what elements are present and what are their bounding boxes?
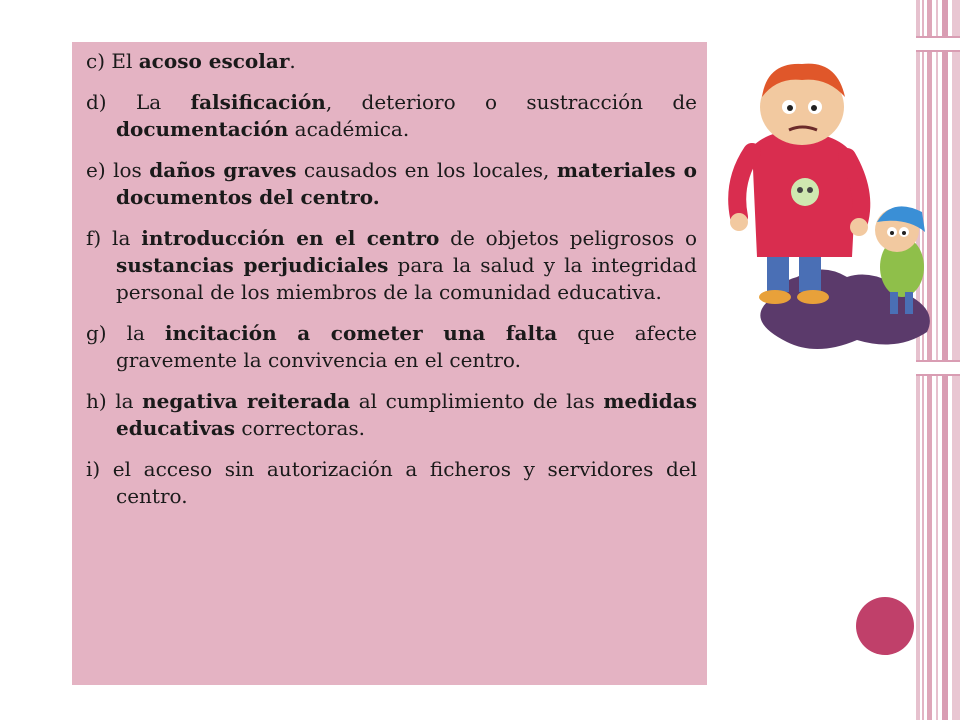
list-item-e: e) los daños graves causados en los locales, materiales o documentos del centro. <box>86 158 698 209</box>
list-item-d: d) La falsificación, deterioro o sustracción de documentación académica. <box>86 90 697 141</box>
list-item-c: c) El acoso escolar. <box>86 49 296 73</box>
list-item-g: g) la incitación a cometer una falta que afecte gravemente la convivencia en el centro. <box>86 321 697 372</box>
list-item-i: i) el acceso sin autorización a ficheros y servidores del centro. <box>86 457 697 508</box>
content-panel <box>72 42 707 685</box>
list-item-h: h) la negativa reiterada al cumplimiento de las medidas educativas correctoras. <box>86 389 697 440</box>
bully-cartoon-illustration <box>727 52 943 360</box>
pink-circle-decoration <box>856 597 914 655</box>
list-item-f: f) la introducción en el centro de objetos peligrosos o sustancias perjudiciales para la salud y la integridad personal de los miembros de la comunidad educativa. <box>86 226 697 304</box>
